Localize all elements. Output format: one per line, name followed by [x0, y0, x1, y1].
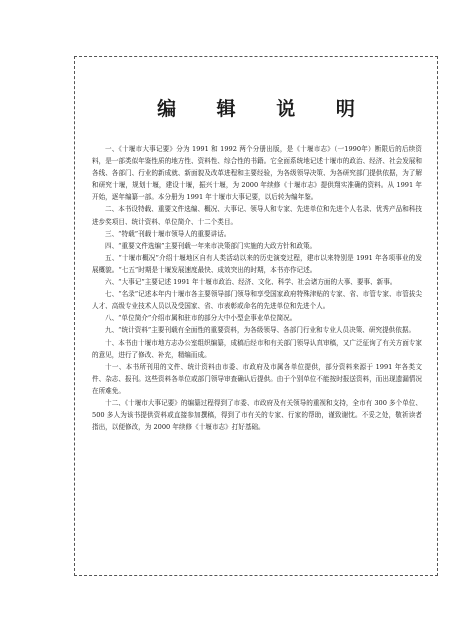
- note-paragraph-3: 三、“特载”刊载十堰市领导人的重要讲话。: [105, 229, 231, 238]
- note-paragraph-6: 六、“大事记”主要记述 1991 年十堰市政治、经济、文化、科学、社会诸方面的大事、要事、新事。: [105, 278, 397, 287]
- note-paragraph-9: 九、“统计资料”主要刊载有全面性的重要资料，为各级领导、各部门行业和专业人员决策、研究提供依据。: [105, 326, 416, 335]
- note-paragraph-7: 七、“名录”记述本年内十堰市各主要领导部门领导和享受国家政府特殊津贴的专家、省、市管专家、市管拔尖人才、高级专业技术人员以及受国家、省、市表彰或命名的先进单位和先进个人。: [92, 290, 422, 311]
- editorial-notes-body: [92, 143, 422, 433]
- note-paragraph-5: 五、“十堰市概况”介绍十堰地区自有人类活动以来的历史演变过程，建市以来特别是 1991 年各项事业的发展概貌。“七五”时期是十堰发展速度最快、成效突出的时期，本书亦作记述。: [92, 253, 422, 274]
- note-paragraph-1: 一、《十堰市大事记要》分为 1991 和 1992 两个分册出版，是《十堰市志》（一1990年）断限后的后续资料，是一部类似年鉴性质的地方性、资料性、综合性的书籍。它全面系统地记述十堰市的政治、经济、社会发展和各线、各部门、行业的新成就、新面貌及改革进程和主要经验，为各级领导决策、为各研究部门提供依据，为了解和研究十堰，规划十堰，建设十堰，振兴十堰，为 2000 年续修《十堰市志》提供翔实准确的资料。从 1991 年开始，逐年编纂一部。本分册为 1991 年十堰市大事记要，以后转为编年鉴。: [92, 145, 422, 202]
- note-paragraph-12: 十二、《十堰市大事记要》的编纂过程得到了市委、市政府及有关领导的重视和支持，全市有 300 多个单位、500 多人为该书提供资料或直接参加撰稿，得到了市有关的专家、行家的帮助，谨致谢忱。不妥之处，敬祈读者指出，以便修改，为 2000 年续修《十堰市志》打好基础。: [92, 398, 422, 432]
- note-paragraph-11: 十一、本书所刊用的文件、统计资料由市委、市政府及市属各单位提供，部分资料来源于 1991 年各类文件、杂志、报刊。这些资料各单位或部门领导审查确认后提供。由于个别单位不能按时报送资料，而出现遗漏情况在所难免。: [92, 362, 422, 395]
- note-paragraph-2: 二、本书设特载、重要文件选编、概况、大事记、领导人和专家、先进单位和先进个人名录、优秀产品和科技进步奖项目、统计资料、单位简介、十二个类目。: [92, 205, 422, 226]
- note-paragraph-10: 十、本书由十堰市地方志办公室组织编纂，成稿后经市和有关部门领导认真审稿，又广泛征询了有关方面专家的意见，进行了修改、补充，精编而成。: [92, 338, 422, 359]
- note-paragraph-4: 四、“重要文件选编”主要刊载一年来市决策部门实施的大政方针和政策。: [105, 241, 317, 250]
- page-title: 编 辑 说 明: [157, 98, 372, 120]
- note-paragraph-8: 八、“单位简介”介绍市属和驻市的部分大中小型企事业单位简况。: [105, 314, 297, 323]
